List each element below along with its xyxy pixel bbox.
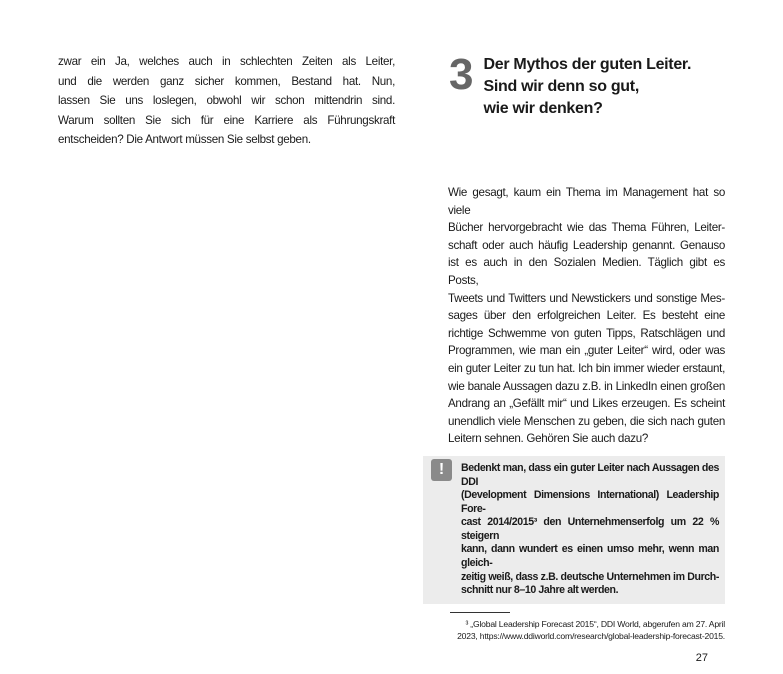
text-line: und die werden ganz sicher kommen, Bestand hat. Nun, [58,74,395,88]
right-column [423,184,725,674]
chapter-number: 3 [449,50,474,99]
text-line: entscheiden? Die Antwort müssen Sie selbst geben. [58,133,311,146]
text-line: unendlich viele Menschen zu geben, die sich nach guten [448,414,725,428]
text-line: Wie gesagt, kaum ein Thema im Management hat so viele [448,186,725,217]
body-text [448,184,725,448]
chapter-title: Sind wir denn so gut, [483,78,639,95]
text-line: ein guter Leiter zu tun hat. Ich bin immer wieder erstaunt, [448,361,725,375]
text-line: Bedenkt man, dass ein guter Leiter nach Aussagen des DDI [461,461,719,488]
footnote: ³ „Global Leadership Forecast 2015“, DDI World, abgerufen am 27. April [465,618,725,629]
text-line: Warum sollten Sie sich für eine Karriere als Führungskraft [58,113,395,127]
text-line: Andrang an „Gefällt mir“ und Likes erzeugen. Es scheint [448,397,725,411]
text-line: cast 2014/2015³ den Unternehmenserfolg um 22 % steigern [461,516,719,542]
text-line: (Development Dimensions International) Leadership Fore- [461,489,719,515]
text-line: ist es auch in den Sozialen Medien. Täglich gibt es Posts, [448,256,725,287]
text-line: wie banale Aussagen dazu z.B. in LinkedIn einen großen [448,379,725,393]
text-line: sages über den erfolgreichen Leiter. Es besteht eine [448,309,725,323]
page-number: 27 [695,651,708,664]
text-line: Programmen, wie man ein „guter Leiter“ wird, oder was [448,344,725,358]
text-line: Bücher hervorgebracht wie das Thema Führen, Leiter- [448,221,725,235]
text-line: zeitig weiß, dass z.B. deutsche Unternehmen im Durch- [461,570,719,583]
text-line: Leitern sehnen. Gehören Sie auch dazu? [448,432,649,446]
text-line: schaft oder auch häufig Leadership genannt. Genauso [448,238,725,252]
callout-box [423,456,725,604]
text-line: lassen Sie uns loslegen, obwohl wir schon mittendrin sind. [58,94,395,107]
text-line: Tweets und Twitters und Newstickers und sonstige Mes- [448,291,725,305]
text-line: kann, dann wundert es einen umso mehr, wenn man gleich- [461,543,719,570]
chapter-heading [449,50,729,120]
text-line: schnitt nur 8–10 Jahre alt werden. [461,584,619,597]
chapter-title: Der Mythos der guten Leiter. [483,56,692,73]
footnote-rule [450,612,510,613]
chapter-title: wie wir denken? [483,100,603,117]
text-line: richtige Schwemme von guten Tipps, Ratschlägen und [448,326,725,340]
left-page [58,52,395,150]
footnote: 2023, https://www.ddiworld.com/research/global-leadership-forecast-2015. [457,630,725,641]
callout-text [461,462,719,598]
text-line: zwar ein Ja, welches auch in schlechten Zeiten als Leiter, [58,55,395,68]
exclamation-icon: ! [431,459,452,481]
